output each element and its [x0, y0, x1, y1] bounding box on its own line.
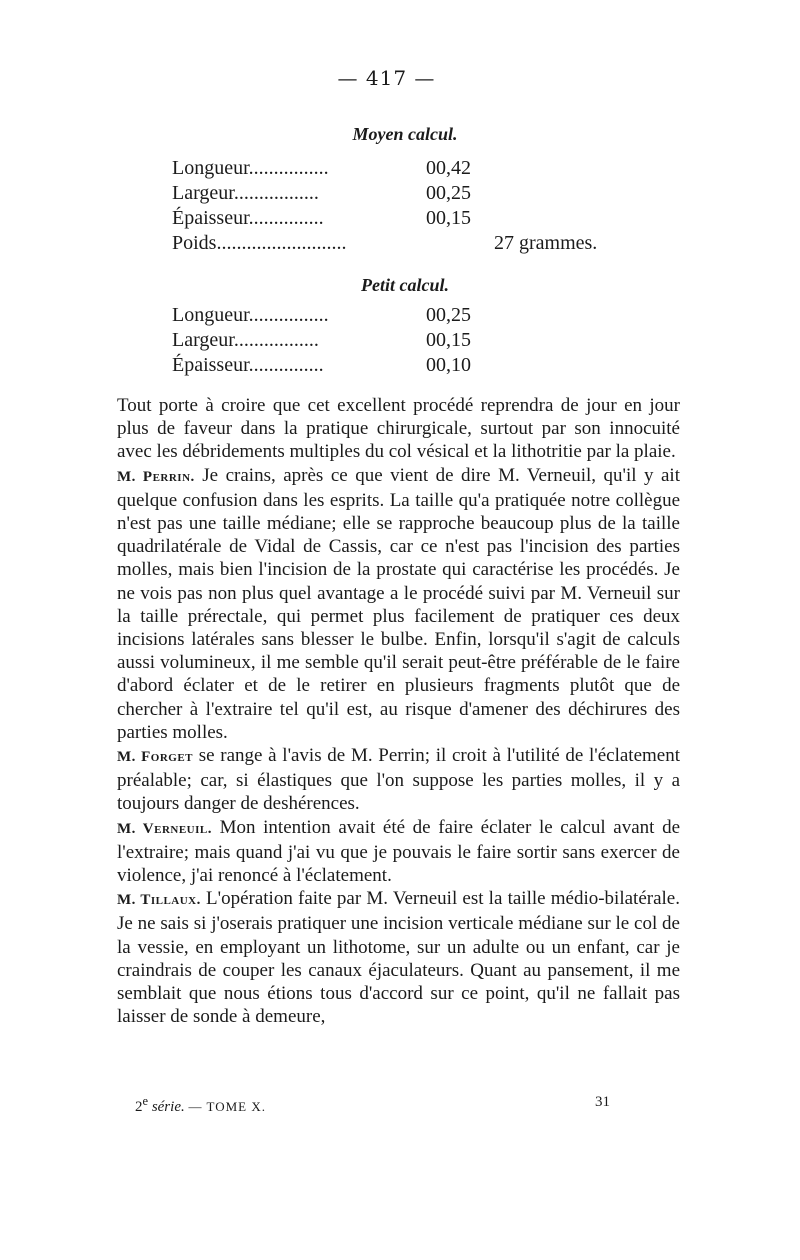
speaker-name: M. Perrin. [117, 468, 195, 485]
section-title-moyen: Moyen calcul. [352, 124, 458, 144]
paragraph [117, 816, 680, 888]
weight-value: 27 grammes. [494, 232, 598, 254]
paragraph-text: Mon intention avait été de faire éclater le calcul avant de l'extraire; mais quand j'ai vu que je pouvais le faire sortir sans exercer de violence, j'ai renoncé à l'éclatement. [117, 816, 680, 887]
series-word: série. [151, 1099, 185, 1115]
paragraph-text: se range à l'avis de M. Perrin; il croit à l'utilité de l'éclatement préalable; car, si élastiques que l'on suppose les parties molles, il y a toujours danger de deshérences. [117, 745, 680, 815]
body-text [117, 394, 680, 1028]
speaker-name: M. Forget [117, 749, 194, 766]
paragraph [117, 887, 680, 1028]
speaker-name: M. Verneuil. [117, 820, 212, 837]
measurement-value: 00,15 [426, 329, 471, 351]
series-label [135, 1094, 266, 1116]
speaker-name: M. Tillaux. [117, 892, 201, 909]
measurement-label: Épaisseur............... [172, 354, 324, 376]
measurement-value: 00,10 [426, 354, 471, 376]
section-title-petit: Petit calcul. [361, 275, 449, 295]
measurement-value: 00,15 [426, 207, 471, 229]
measurement-value: 00,25 [426, 182, 471, 204]
series-superscript: e [142, 1094, 149, 1108]
measurement-value: 00,42 [426, 157, 471, 179]
weight-label: Poids.......................... [172, 232, 347, 254]
measurement-label: Largeur................. [172, 182, 319, 204]
measurement-label: Largeur................. [172, 329, 319, 351]
paragraph-text: L'opération faite par M. Verneuil est la taille médio-bilatérale. Je ne sais si j'oserais pratiquer une incision verticale médiane sur le col de la vessie, en employant un lithotome, sur un adulte ou un enfant, car je craindrais de couper les canaux éjaculateurs. Quant au pansement, il me semblait que nous étions tous d'accord sur ce point, qu'il ne fallait pas laisser de sonde à demeure, [117, 888, 680, 1028]
series-number: 2 [135, 1099, 143, 1115]
page-number: — 417 — [337, 66, 436, 90]
paragraph-text: Je crains, après ce que vient de dire M. Verneuil, qu'il y ait quelque confusion dans les esprits. La taille qu'a pratiquée notre collègue n'est pas une taille médiane; elle se rapproche beaucoup plus de la taille quadrilatérale de Vidal de Cassis, car ce n'est pas l'incision des parties molles, mais bien l'incision de la prostate qui caractérise les procédés. Je ne vois pas non plus quel avantage a le procédé suivi par M. Verneuil sur la taille prérectale, qui permet plus facilement de pratiquer ces deux incisions latérales sans blesser le bulbe. Enfin, lorsqu'il s'agit de calculs aussi volumineux, il me semble qu'il serait peut-être préférable de le faire d'abord éclater et de le retirer en plusieurs fragments plutôt que de chercher à l'extraire tel qu'il est, au risque d'amener des déchirures des parties molles. [117, 464, 680, 743]
paragraph [117, 744, 680, 816]
measurement-label: Longueur................ [172, 304, 329, 326]
signature-mark: 31 [595, 1094, 610, 1110]
tome-label: — TOME X. [188, 1099, 266, 1114]
measurement-value: 00,25 [426, 304, 471, 326]
paragraph [117, 464, 680, 744]
measurement-label: Longueur................ [172, 157, 329, 179]
paragraph-text: Tout porte à croire que cet excellent procédé reprendra de jour en jour plus de faveur dans la pratique chirurgicale, surtout par son innocuité avec les débridements multiples du col vésical et la lithotritie par la plaie. [117, 395, 680, 463]
paragraph [117, 394, 680, 464]
measurement-label: Épaisseur............... [172, 207, 324, 229]
